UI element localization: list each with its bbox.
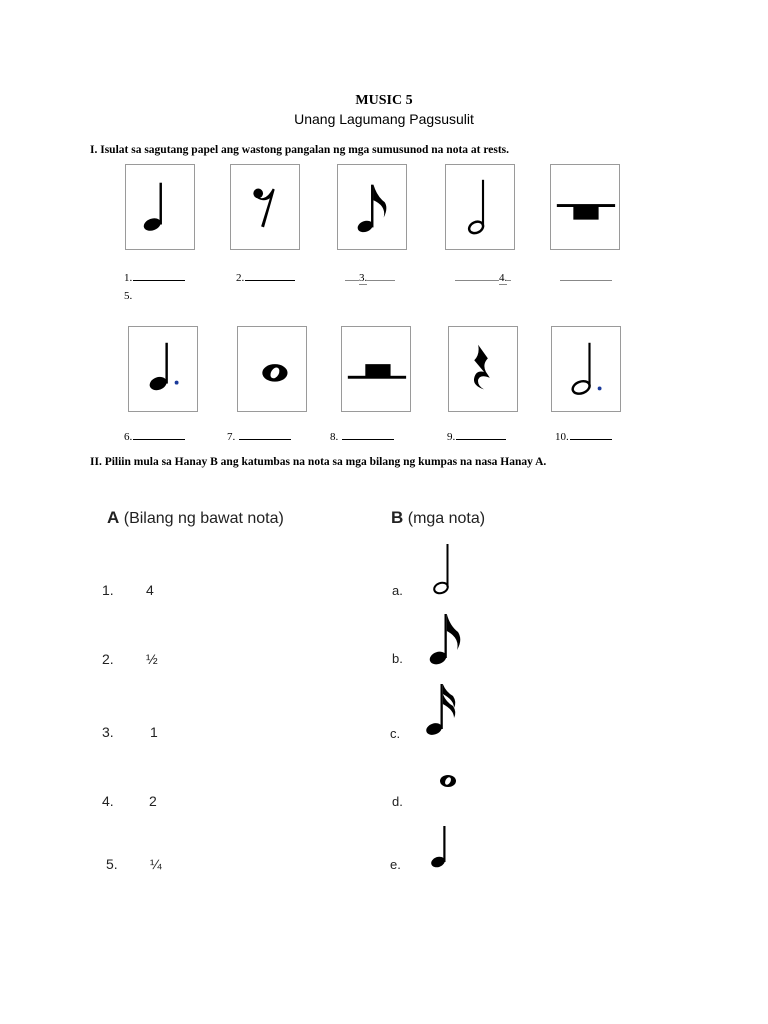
quarter-note-icon xyxy=(428,824,454,870)
column-a-item-1 xyxy=(102,582,154,598)
dotted-half-note-icon xyxy=(552,327,620,411)
column-a-item-4 xyxy=(102,793,157,809)
beat-value: ½ xyxy=(146,651,158,667)
column-b-title: (mga nota) xyxy=(407,510,486,527)
half-rest-box xyxy=(341,326,411,412)
eighth-rest-icon xyxy=(231,165,299,249)
column-b-item-d: d. xyxy=(392,794,403,809)
dotted-quarter-note-icon xyxy=(129,327,197,411)
answer-number: 3. xyxy=(359,272,368,284)
item-number: 3. xyxy=(102,724,114,740)
beat-value: 2 xyxy=(149,793,157,809)
answer-number: 7. xyxy=(227,431,236,443)
whole-note-icon xyxy=(238,327,306,411)
item-number: 1. xyxy=(102,582,114,598)
eighth-rest-box xyxy=(230,164,300,250)
answer-blank-8[interactable] xyxy=(330,430,394,443)
column-b-header xyxy=(391,508,485,528)
answer-number: 5. xyxy=(124,290,133,302)
eighth-note-icon xyxy=(338,165,406,249)
half-note-box xyxy=(445,164,515,250)
answer-blank-line[interactable] xyxy=(560,271,612,284)
column-a-item-2 xyxy=(102,651,158,667)
whole-note-box xyxy=(237,326,307,412)
answer-blank-6[interactable] xyxy=(124,430,185,443)
half-note-icon xyxy=(428,542,458,598)
answer-blank-10[interactable] xyxy=(555,430,612,443)
answer-number: 10. xyxy=(555,431,569,443)
answer-blank-4[interactable] xyxy=(455,271,511,284)
quarter-note-box xyxy=(125,164,195,250)
whole-rest-icon xyxy=(551,165,619,249)
half-rest-icon xyxy=(342,327,410,411)
page-subtitle: Unang Lagumang Pagsusulit xyxy=(294,111,474,127)
column-b-item-c: c. xyxy=(390,726,401,741)
eighth-note-icon xyxy=(426,612,466,668)
quarter-rest-box xyxy=(448,326,518,412)
answer-number: 8. xyxy=(330,431,339,443)
answer-blank-5[interactable] xyxy=(124,290,132,302)
column-b-item-a: a. xyxy=(392,583,403,598)
column-a-item-5 xyxy=(106,856,162,872)
column-a-letter: A xyxy=(107,508,120,527)
sixteenth-note-icon xyxy=(422,682,462,738)
part1-instruction: I. Isulat sa sagutang papel ang wastong pangalan ng mga sumusunod na nota at rests. xyxy=(90,144,510,156)
answer-number: 1. xyxy=(124,272,133,284)
answer-number: 6. xyxy=(124,431,133,443)
quarter-rest-icon xyxy=(449,327,517,411)
column-a-header xyxy=(107,508,284,528)
column-b-item-e: e. xyxy=(390,857,401,872)
column-b-letter: B xyxy=(391,508,404,527)
answer-blank-2[interactable] xyxy=(236,271,295,284)
item-number: 2. xyxy=(102,651,114,667)
item-number: 4. xyxy=(102,793,114,809)
beat-value: 1 xyxy=(150,724,158,740)
answer-blank-1[interactable] xyxy=(124,271,185,284)
whole-rest-box xyxy=(550,164,620,250)
answer-number: 4. xyxy=(499,272,508,284)
item-number: 5. xyxy=(106,856,118,872)
half-note-icon xyxy=(446,165,514,249)
answer-blank-9[interactable] xyxy=(447,430,506,443)
quarter-note-icon xyxy=(126,165,194,249)
dotted-quarter-note-box xyxy=(128,326,198,412)
column-a-title: (Bilang ng bawat nota) xyxy=(123,510,284,527)
column-b-item-b: b. xyxy=(392,651,403,666)
page-title: MUSIC 5 xyxy=(355,93,413,108)
beat-value: ¼ xyxy=(150,856,162,872)
answer-number: 9. xyxy=(447,431,456,443)
answer-blank-3[interactable] xyxy=(345,271,395,284)
eighth-note-box xyxy=(337,164,407,250)
answer-number: 2. xyxy=(236,272,245,284)
part2-instruction: II. Piliin mula sa Hanay B ang katumbas na nota sa mga bilang ng kumpas na nasa Hanay A. xyxy=(90,456,547,468)
column-a-item-3 xyxy=(102,724,158,740)
answer-blank-7[interactable] xyxy=(227,430,291,443)
whole-note-icon xyxy=(436,772,460,790)
dotted-half-note-box xyxy=(551,326,621,412)
beat-value: 4 xyxy=(146,582,154,598)
